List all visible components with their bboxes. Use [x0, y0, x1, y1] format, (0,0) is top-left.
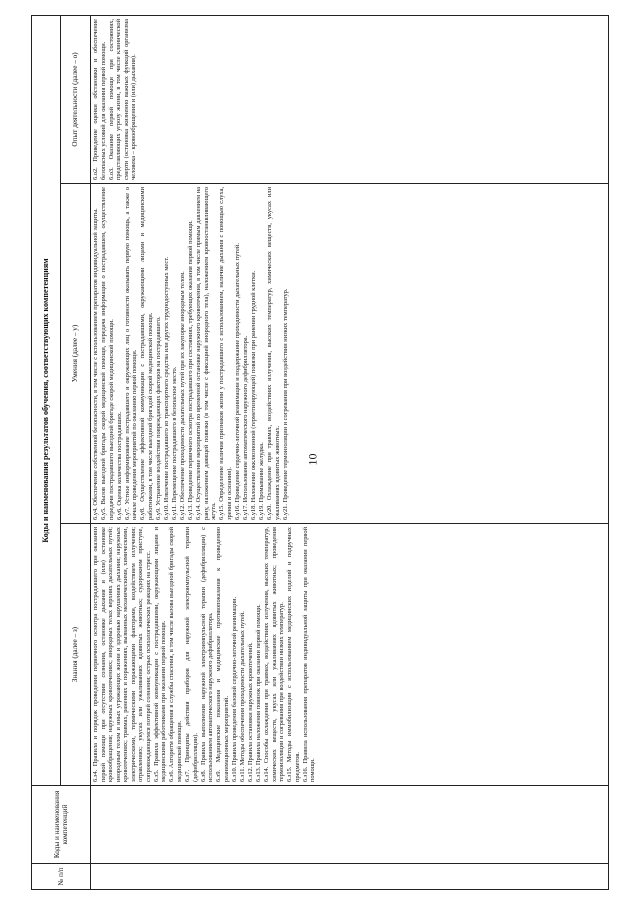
skill-item: 6.у13. Проведение первичного осмотра пострадавшего при состояниях, требующих оказания первой помощи. [187, 220, 195, 520]
skill-item: 6.у20. Охлаждение при травмах, воздействиях излучения, высоких температур, химических веществ, укусах или ужаливаниях ядовитых животных. [266, 187, 281, 520]
knowledge-item: 6.з6. Алгоритм обращения в службы спасения, в том числе вызова выездной бригады скорой медицинской помощи. [168, 527, 184, 782]
skill-item: 6.у14. Осуществление мероприятий по временной остановке наружного кровотечения, в том числе прямым давлением на рану, наложением давящей повязки (в том числе с фиксацией инородного тела), наложением кровоостанавливающего жгута. [195, 187, 218, 520]
knowledge-cell [91, 524, 609, 786]
skill-item: 6.у16. Проведение сердечно-легочной реанимации и поддержание проходимости дыхательных путей. [233, 243, 241, 520]
skill-item: 6.у6. Оценка количества пострадавших. [115, 411, 123, 520]
knowledge-item: 6.з16. Правила использования препаратов индивидуальной защиты при оказании первой помощи. [301, 527, 317, 782]
header-num: № п/п [32, 864, 91, 890]
skill-item: 6.у9. Устранение воздействия повреждающих факторов на пострадавшего. [154, 316, 162, 520]
knowledge-item: 6.з10. Правила проведения базовой сердечно-легочной реанимации. [230, 596, 238, 782]
skill-item: 6.у8. Осуществление эффективной коммуникации с пострадавшими, окружающими лицами и медицинскими работниками, в том числе выездной бригадой скорой медицинской помощи. [139, 187, 154, 520]
cell-code [91, 786, 609, 864]
experience-item: 6.о3. Оказание первой помощи при состояниях, представляющих угрозу жизни, в том числе клинической смерти (остановка жизненно важных функций организма человека – кровообращения и (или) дыхания). [107, 19, 138, 180]
skill-item: 6.у4. Обеспечение собственной безопасности, в том числе с использованием препаратов индивидуальной защиты. [92, 208, 99, 520]
knowledge-item: 6.з11. Методы обеспечения проходимости дыхательных путей. [238, 611, 246, 782]
cell-num [91, 864, 609, 890]
skills-cell [91, 184, 609, 524]
skill-item: 6.у10. Извлечение пострадавшего из транспортного средства или других труднодоступных мест. [162, 256, 170, 520]
knowledge-item: 6.з15. Методы иммобилизации с использованием медицинских изделий и подручных предметов. [286, 527, 301, 782]
skill-item: 6.у21. Проведение термоизоляции и согревания при воздействии низких температур. [281, 288, 289, 520]
experience-item: 6.о2. Проведение оценки обстановки и обеспечение безопасных условий для оказания первой помощи. [92, 19, 107, 180]
skill-item: 6.у7. Устное информирование пострадавшего и окружающих лиц о готовности оказывать первую помощь, а также о начале проведения мероприятий по оказанию первой помощи. [123, 187, 139, 520]
knowledge-item: 6.з13. Правила наложения повязок при оказании первой помощи. [254, 604, 262, 782]
page-number: 10 [305, 453, 320, 466]
skill-item: 6.у11. Перемещение пострадавшего в безопасное место. [170, 366, 178, 520]
skill-item: 6.у18. Наложение окклюзионной (герметизирующей) повязки при ранении грудной клетки. [249, 270, 257, 520]
experience-cell [91, 16, 609, 184]
competency-table [31, 15, 609, 890]
knowledge-item: 6.з5. Правила эффективной коммуникации с пострадавшими, окружающими лицами и медицинскими работниками при оказании первой помощи. [152, 527, 168, 782]
skill-item: 6.у17. Использование автоматического наружного дефибриллятора. [241, 335, 249, 520]
skill-item: 6.у15. Определение наличия признаков жизни у пострадавшего с использованием, наличие дыхания с помощью слуха, зрения и осязания). [218, 187, 233, 520]
header-codes: Коды и наименования компетенций [32, 786, 91, 864]
header-experience: Опыт деятельности (далее – о) [61, 16, 91, 184]
knowledge-item: 6.з12. Правила остановки наружных кровотечений. [246, 642, 254, 782]
rotated-page [31, 16, 609, 890]
knowledge-item: 6.з14. Способы охлаждения при травмах, воздействиях излучения, высоких температур, химических веществ, укусах или ужаливаниях ядовитых животных; проведения термоизоляции и согревания при воздействии низких температур. [263, 527, 286, 782]
skill-item: 6.у19. Промывание желудка. [257, 442, 265, 520]
skill-item: 6.у12. Обеспечение проходимости дыхательных путей при их закупорке инородным телом. [179, 271, 187, 520]
knowledge-item: 6.з7. Принципы действия приборов для наружной электроимпульсной терапии (дефибрилляции). [184, 527, 199, 782]
skill-item: 6.у5. Вызов выездной бригады скорой медицинской помощи, передача информации о пострадавшем, осуществление передачи пострадавшего выездной бригаде скорой медицинской помощи. [100, 187, 115, 520]
header-results-group: Коды и наименования результатов обучения, соответствующих компетенциям [32, 16, 61, 786]
knowledge-item: 6.з4. Правила и порядок проведения первичного осмотра пострадавшего при оказании первой помощи при отсутствии сознания, остановке дыхания и (или) остановке кровообращения; наружных кровотечениях; инородных телах верхних дыхательных путей; инородным телом и иных угрожающих жизни и здоровью нарушениях дыхания; наружных кровотечениях; травмах, ранениях и поражениях, вызванных механическими, химическими, электрическими, термическими поражающими факторами, воздействием излучения; отравлениях; укусах или ужаливаниях ядовитых животных; судорожном приступе, сопровождающемся потерей сознания; острых психологических реакциях на стресс. [92, 527, 152, 782]
knowledge-item: 6.з8. Правила выполнения наружной электроимпульсной терапии (дефибрилляции) с использованием автоматического наружного дефибриллятора. [199, 527, 215, 782]
header-skills: Умения (далее – у) [61, 184, 91, 524]
header-knowledge: Знания (далее – з) [61, 524, 91, 786]
table-row [91, 16, 609, 890]
knowledge-item: 6.з9. Медицинские показания и медицинские противопоказания к проведению реанимационных мероприятий. [215, 527, 230, 782]
